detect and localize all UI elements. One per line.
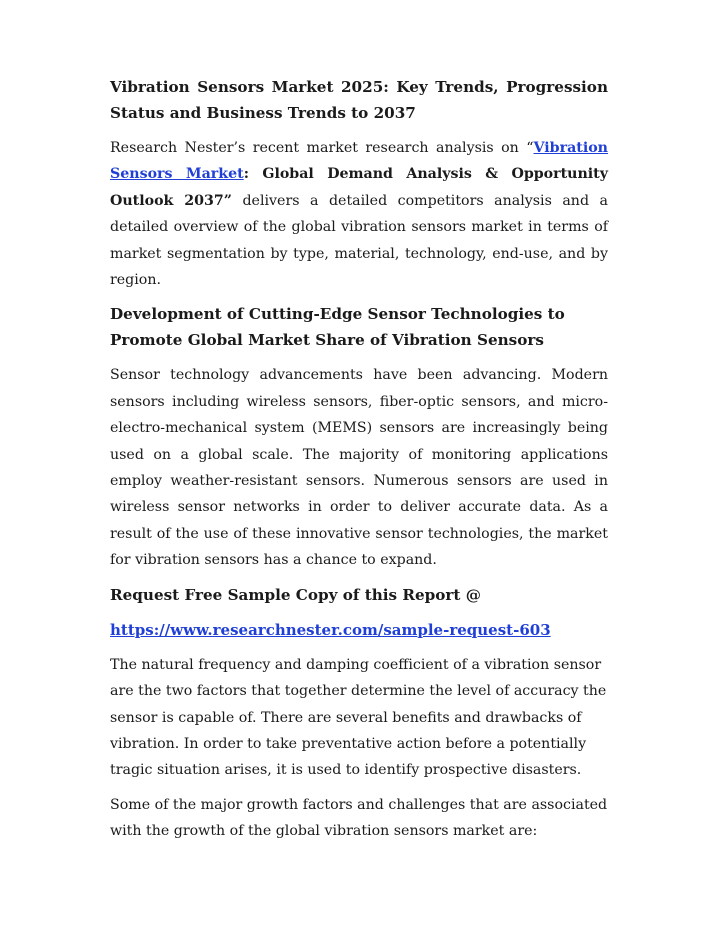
sensor-technology-paragraph: Sensor technology advancements have been advancing. Modern sensors including wireless sensors, fiber-optic sensors, and micro-electro-mechanical system (MEMS) sensors are increasingly being used on a global scale. The majority of monitoring applications employ weather-resistant sensors. Numerous sensors are used in wireless sensor networks in order to deliver accurate data. As a result of the use of these innovative sensor technologies, the market for vibration sensors has a chance to expand. [110, 367, 608, 569]
intro-prefix: Research Nester’s recent market research analysis on “ [110, 140, 534, 156]
document-page [110, 74, 608, 853]
sample-request-link[interactable]: https://www.researchnester.com/sample-request-603 [110, 620, 551, 639]
accuracy-paragraph: The natural frequency and damping coefficient of a vibration sensor are the two factors that together determine the level of accuracy the sensor is capable of. There are several benefits and drawbacks of vibration. In order to take preventative action before a potentially tragic situation arises, it is used to identify prospective disasters. [110, 656, 607, 779]
sample-request-label: Request Free Sample Copy of this Report @ [110, 585, 481, 604]
section-heading: Development of Cutting-Edge Sensor Technologies to Promote Global Market Share of Vibration Sensors [110, 305, 565, 350]
document-title: Vibration Sensors Market 2025: Key Trends, Progression Status and Business Trends to 2037 [110, 78, 608, 122]
growth-factors-paragraph: Some of the major growth factors and challenges that are associated with the growth of the global vibration sensors market are: [110, 796, 608, 840]
vibration-sensors-market-link[interactable]: Vibration Sensors Market [110, 140, 608, 183]
intro-paragraph [110, 135, 608, 293]
sample-request-line [110, 617, 608, 643]
intro-bold-title: : Global Demand Analysis & Opportunity Outlook 2037” [110, 166, 608, 209]
intro-rest: delivers a detailed competitors analysis and a detailed overview of the global vibration sensors market in terms of market segmentation by type, material, technology, end-use, and by region. [110, 192, 608, 289]
